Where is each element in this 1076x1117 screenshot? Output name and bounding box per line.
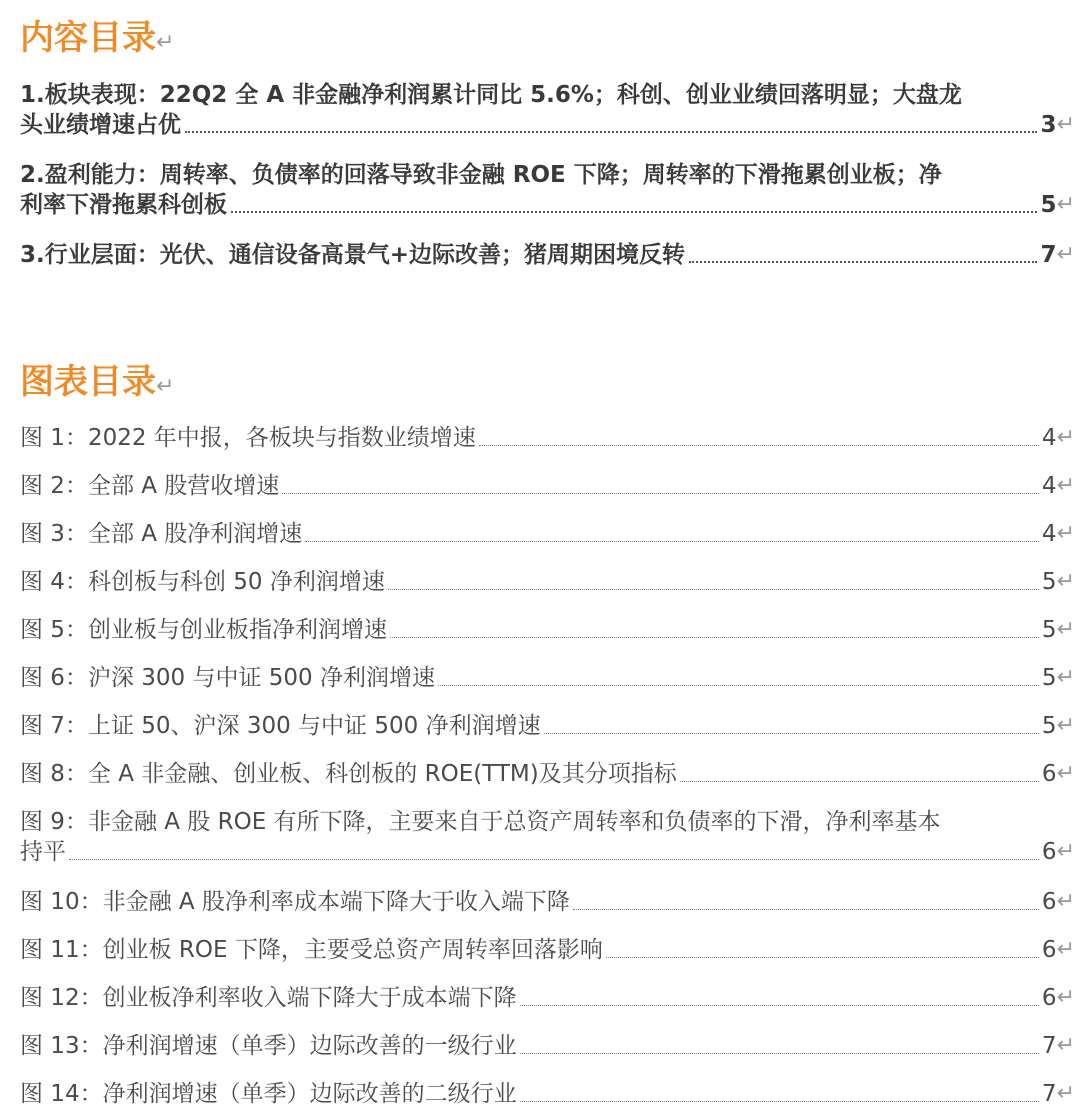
paragraph-mark-icon: ↵ [1056, 112, 1075, 137]
toc-entry-3[interactable] [20, 240, 1075, 270]
dot-leader [520, 1100, 1039, 1102]
figure-entry-2[interactable] [20, 471, 1075, 501]
paragraph-mark-icon: ↵ [1056, 985, 1075, 1010]
figure-page-number: 6 [1041, 839, 1057, 865]
paragraph-mark-icon: ↵ [1056, 617, 1075, 642]
dot-leader [680, 780, 1039, 782]
figure-title: 图 9：非金融 A 股 ROE 有所下降，主要来自于总资产周转率和负债率的下滑，净利率基本 [20, 809, 941, 835]
figure-entry-13[interactable] [20, 1031, 1075, 1061]
toc-entry-row [20, 190, 1075, 220]
figure-entry-14[interactable] [20, 1079, 1075, 1109]
figure-title: 图 14：净利润增速（单季）边际改善的二级行业 [20, 1081, 517, 1107]
toc-entry-title-cont: 利率下滑拖累科创板 [20, 192, 227, 218]
figure-entry-10[interactable] [20, 887, 1075, 917]
dot-leader [606, 956, 1039, 958]
figure-page-number: 6 [1041, 985, 1057, 1011]
dot-leader [573, 908, 1039, 910]
paragraph-mark-icon: ↵ [1056, 569, 1075, 594]
figure-title: 图 11：创业板 ROE 下降，主要受总资产周转率回落影响 [20, 937, 603, 963]
figure-entry-7[interactable] [20, 711, 1075, 741]
figure-page-number: 6 [1041, 937, 1057, 963]
figure-entry-9[interactable] [20, 807, 1075, 867]
paragraph-mark-icon: ↵ [1056, 1081, 1075, 1106]
paragraph-mark-icon: ↵ [1056, 889, 1075, 914]
figure-title: 图 5：创业板与创业板指净利润增速 [20, 617, 387, 643]
figure-title: 图 7：上证 50、沪深 300 与中证 500 净利润增速 [20, 713, 541, 739]
paragraph-mark-icon: ↵ [1056, 242, 1075, 267]
paragraph-mark-icon: ↵ [156, 374, 175, 399]
figure-entry-12[interactable] [20, 983, 1075, 1013]
paragraph-mark-icon: ↵ [156, 30, 175, 55]
figure-entry-5[interactable] [20, 615, 1075, 645]
dot-leader [544, 732, 1039, 734]
dot-leader [438, 684, 1039, 686]
figure-page-number: 5 [1041, 665, 1057, 691]
toc-entry-row [20, 240, 1075, 270]
figure-title: 图 10：非金融 A 股净利率成本端下降大于收入端下降 [20, 889, 570, 915]
paragraph-mark-icon: ↵ [1056, 425, 1075, 450]
figure-entry-8[interactable] [20, 759, 1075, 789]
figure-title: 图 2：全部 A 股营收增速 [20, 473, 280, 499]
figure-page-number: 4 [1041, 521, 1057, 547]
figure-page-number: 4 [1041, 473, 1057, 499]
figure-page-number: 6 [1041, 889, 1057, 915]
dot-leader [305, 540, 1039, 542]
paragraph-mark-icon: ↵ [1056, 761, 1075, 786]
figure-page-number: 5 [1041, 569, 1057, 595]
figure-entry-1[interactable] [20, 423, 1075, 453]
paragraph-mark-icon: ↵ [1056, 473, 1075, 498]
toc-entry-2[interactable] [20, 160, 1075, 220]
paragraph-mark-icon: ↵ [1056, 521, 1075, 546]
figure-entry-6[interactable] [20, 663, 1075, 693]
figure-page-number: 4 [1041, 425, 1057, 451]
figure-entry-11[interactable] [20, 935, 1075, 965]
toc-entry-title: 2.盈利能力：周转率、负债率的回落导致非金融 ROE 下降；周转率的下滑拖累创业板；净 [20, 162, 942, 188]
dot-leader [388, 588, 1039, 590]
toc-page-number: 5 [1040, 192, 1057, 218]
figure-title: 图 3：全部 A 股净利润增速 [20, 521, 303, 547]
dot-leader [69, 858, 1039, 860]
paragraph-mark-icon: ↵ [1056, 1033, 1075, 1058]
dot-leader [520, 1004, 1039, 1006]
figure-title: 图 12：创业板净利率收入端下降大于成本端下降 [20, 985, 517, 1011]
dot-leader [231, 210, 1037, 213]
toc-entry-title-cont: 头业绩增速占优 [20, 112, 181, 138]
figure-page-number: 7 [1041, 1033, 1057, 1059]
figure-entry-4[interactable] [20, 567, 1075, 597]
paragraph-mark-icon: ↵ [1056, 665, 1075, 690]
paragraph-mark-icon: ↵ [1056, 192, 1075, 217]
figure-page-number: 5 [1041, 713, 1057, 739]
figure-page-number: 5 [1041, 617, 1057, 643]
dot-leader [689, 260, 1037, 263]
dot-leader [282, 492, 1039, 494]
figure-page-number: 7 [1041, 1081, 1057, 1107]
toc-entry-1[interactable] [20, 80, 1075, 140]
toc-entry-title: 3.行业层面：光伏、通信设备高景气+边际改善；猪周期困境反转 [20, 242, 686, 268]
toc-page-number: 7 [1040, 242, 1057, 268]
figures-heading [20, 362, 174, 407]
figure-title: 图 13：净利润增速（单季）边际改善的一级行业 [20, 1033, 517, 1059]
figure-title: 图 6：沪深 300 与中证 500 净利润增速 [20, 665, 435, 691]
figure-title: 图 4：科创板与科创 50 净利润增速 [20, 569, 385, 595]
figure-page-number: 6 [1041, 761, 1057, 787]
figure-entry-3[interactable] [20, 519, 1075, 549]
dot-leader [185, 130, 1037, 133]
toc-entry-row [20, 110, 1075, 140]
paragraph-mark-icon: ↵ [1056, 937, 1075, 962]
toc-page-number: 3 [1040, 112, 1057, 138]
contents-heading-text: 内容目录 [20, 18, 156, 58]
paragraph-mark-icon: ↵ [1056, 713, 1075, 738]
dot-leader [479, 444, 1039, 446]
dot-leader [390, 636, 1039, 638]
paragraph-mark-icon: ↵ [1056, 839, 1075, 864]
dot-leader [520, 1052, 1039, 1054]
contents-heading [20, 18, 174, 63]
figure-title: 图 1：2022 年中报，各板块与指数业绩增速 [20, 425, 476, 451]
figures-heading-text: 图表目录 [20, 362, 156, 402]
figure-title: 图 8：全 A 非金融、创业板、科创板的 ROE(TTM)及其分项指标 [20, 761, 677, 787]
figure-title-cont: 持平 [20, 839, 66, 865]
toc-entry-title: 1.板块表现：22Q2 全 A 非金融净利润累计同比 5.6%；科创、创业业绩回落明显；大盘龙 [20, 82, 962, 108]
